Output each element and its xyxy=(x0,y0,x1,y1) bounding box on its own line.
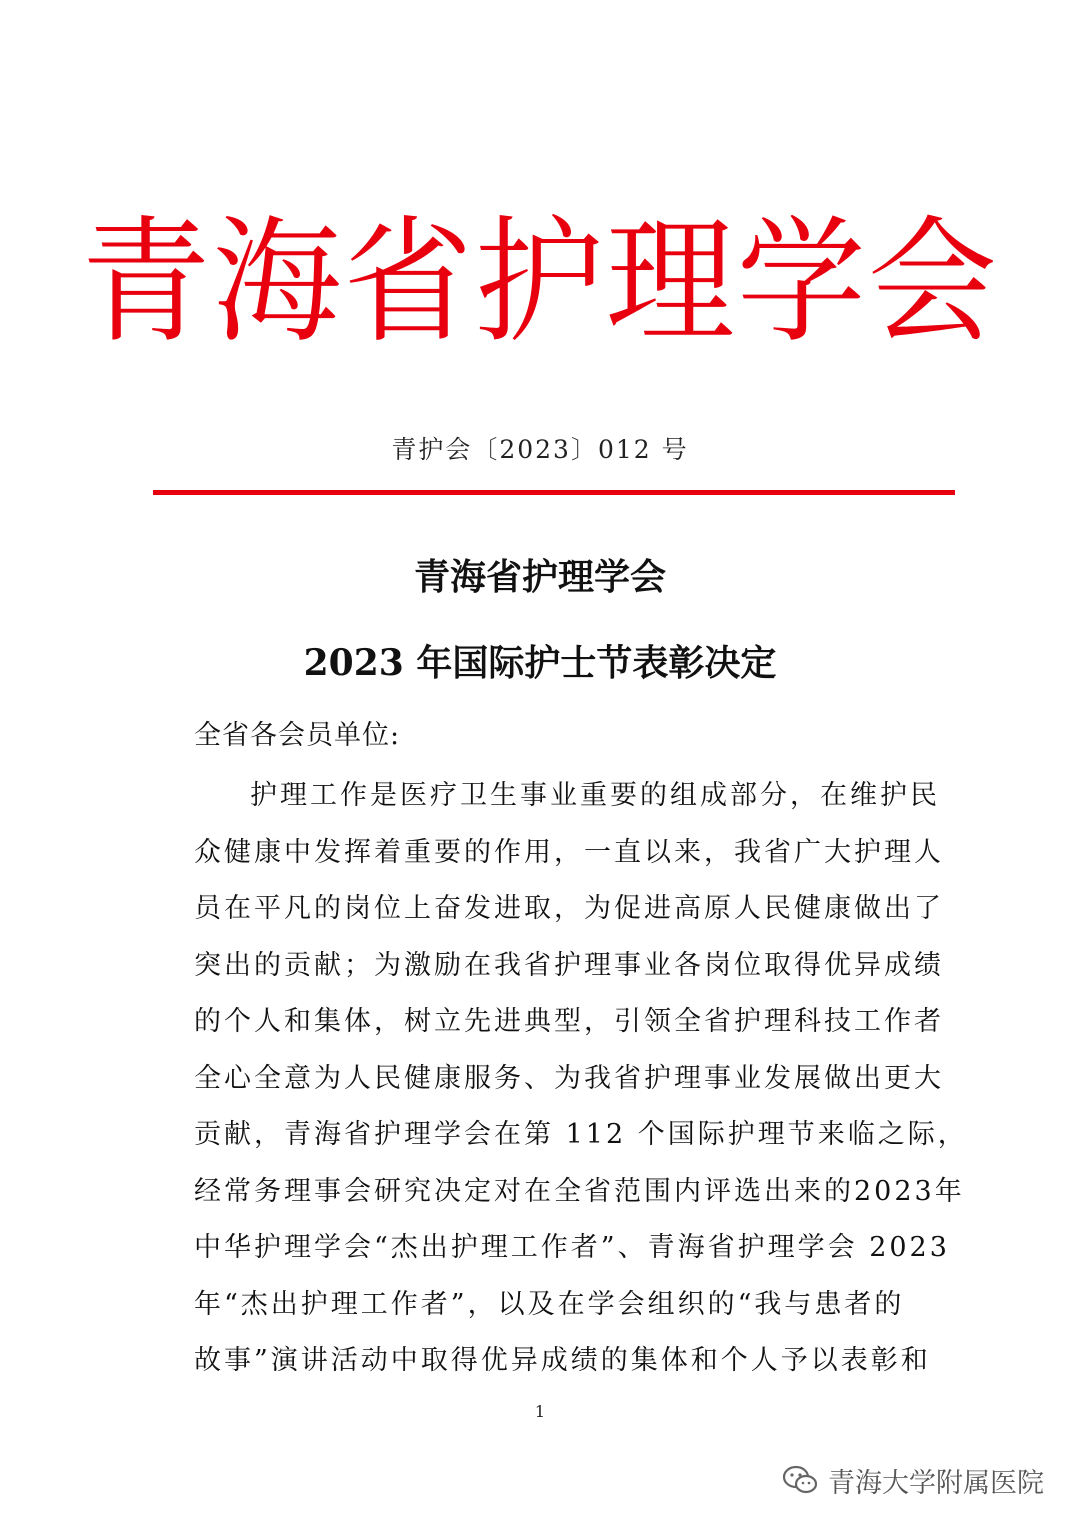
body-line: 中华护理学会“杰出护理工作者”、青海省护理学会 2023 xyxy=(194,1232,950,1263)
document-number: 青护会〔2023〕012 号 xyxy=(391,435,689,464)
watermark-text: 青海大学附属医院 xyxy=(828,1467,1044,1499)
body-text xyxy=(194,768,968,1390)
body-line: 的个人和集体，树立先进典型，引领全省护理科技工作者 xyxy=(194,1006,944,1037)
body-line: 护理工作是医疗卫生事业重要的组成部分，在维护民 xyxy=(250,780,940,811)
body-line: 故事”演讲活动中取得优异成绩的集体和个人予以表彰和 xyxy=(194,1345,931,1376)
document-title-line2: 2023 年国际护士节表彰决定 xyxy=(303,642,777,684)
letterhead-title: 青海省护理学会 xyxy=(81,204,999,362)
body-line: 众健康中发挥着重要的作用，一直以来，我省广大护理人 xyxy=(194,836,944,868)
wechat-icon xyxy=(782,1465,818,1495)
red-divider xyxy=(153,490,955,495)
watermark xyxy=(782,1458,1044,1502)
body-line: 突出的贡献；为激励在我省护理事业各岗位取得优异成绩 xyxy=(194,949,944,981)
salutation: 全省各会员单位: xyxy=(194,720,401,751)
body-line: 经常务理事会研究决定对在全省范围内评选出来的2023年 xyxy=(194,1175,965,1207)
body-line: 全心全意为人民健康服务、为我省护理事业发展做出更大 xyxy=(194,1062,944,1094)
body-line: 年“杰出护理工作者”，以及在学会组织的“我与患者的 xyxy=(194,1288,905,1320)
body-line: 贡献，青海省护理学会在第 112 个国际护理节来临之际， xyxy=(194,1119,968,1150)
document-title-line1: 青海省护理学会 xyxy=(413,556,666,598)
page-number: 1 xyxy=(534,1402,546,1421)
body-line: 员在平凡的岗位上奋发进取，为促进高原人民健康做出了 xyxy=(194,893,944,924)
